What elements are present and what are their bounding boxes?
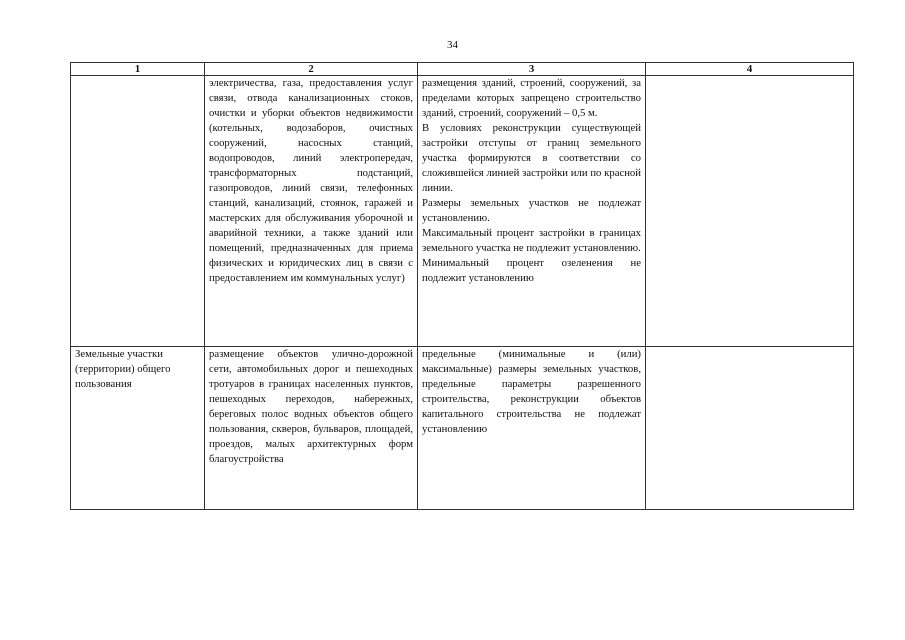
parameter-paragraph: предельные (минимальные и (или) максимальные) размеры земельных участков, предельные параметры разрешенного строительства, реконструкции объектов капитального строительства не подлежат установлению bbox=[422, 348, 641, 435]
parameters-cell bbox=[418, 347, 646, 510]
parameter-paragraph: Максимальный процент застройки в границах земельного участка не подлежит установлению. bbox=[422, 227, 641, 254]
parameter-paragraph: Минимальный процент озеленения не подлежит установлению bbox=[422, 257, 641, 284]
table-header-row bbox=[71, 63, 854, 76]
header-col-3: 3 bbox=[418, 63, 646, 76]
parameter-paragraph: В условиях реконструкции существующей застройки отступы от границ земельного участка формируются в соответствии со сложившейся линией застройки или по красной линии. bbox=[422, 122, 641, 194]
header-col-1: 1 bbox=[71, 63, 205, 76]
permitted-use-cell: электричества, газа, предоставления услуг связи, отвода канализационных стоков, очистки и уборки объектов недвижимости (котельных, водозаборов, очистных сооружений, насосных станций, водопроводов, линий электропередач, трансформаторных подстанций, газопроводов, линий связи, телефонных станций, канализаций, стоянок, гаражей и мастерских для обслуживания уборочной и аварийной техники, а также зданий или помещений, предназначенных для приема физических и юридических лиц в связи с предоставлением им коммунальных услуг) bbox=[205, 76, 418, 347]
permitted-use-cell: размещение объектов улично-дорожной сети, автомобильных дорог и пешеходных тротуаров в границах населенных пунктов, пешеходных переходов, набережных, береговых полос водных объектов общего пользования, скверов, бульваров, площадей, проездов, малых архитектурных форм благоустройства bbox=[205, 347, 418, 510]
notes-cell bbox=[646, 76, 854, 347]
zone-name-cell: Земельные участки (территории) общего пользования bbox=[71, 347, 205, 510]
regulations-table bbox=[70, 62, 854, 510]
table-row bbox=[71, 76, 854, 347]
header-col-4: 4 bbox=[646, 63, 854, 76]
zone-name-cell bbox=[71, 76, 205, 347]
parameter-paragraph: размещения зданий, строений, сооружений, за пределами которых запрещено строительство зданий, строений, сооружений – 0,5 м. bbox=[422, 77, 641, 119]
header-col-2: 2 bbox=[205, 63, 418, 76]
parameter-paragraph: Размеры земельных участков не подлежат установлению. bbox=[422, 197, 641, 224]
table-row bbox=[71, 347, 854, 510]
page-number: 34 bbox=[447, 39, 458, 51]
notes-cell bbox=[646, 347, 854, 510]
parameters-cell bbox=[418, 76, 646, 347]
